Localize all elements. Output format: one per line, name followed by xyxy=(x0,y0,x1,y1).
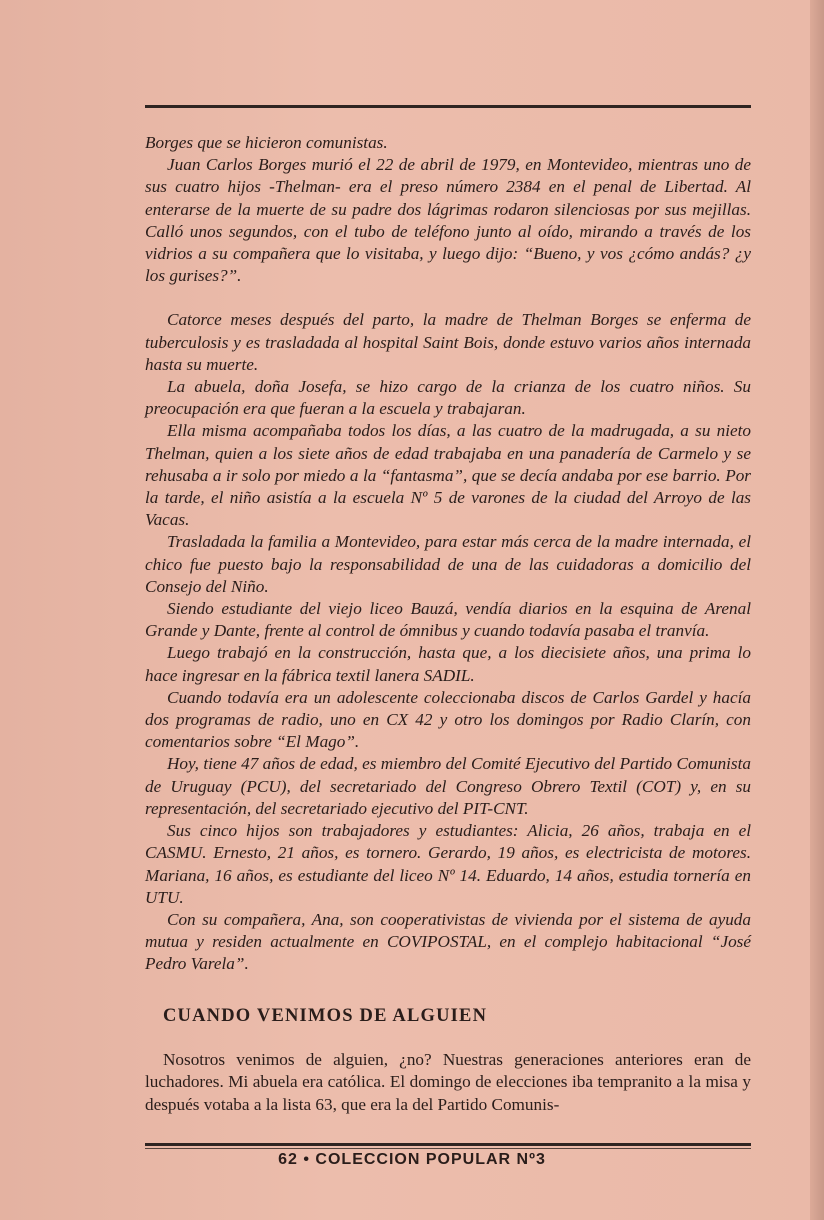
paragraph: La abuela, doña Josefa, se hizo cargo de la crianza de los cuatro niños. Su preocupación era que fueran a la escuela y trabajaran. xyxy=(145,377,751,419)
body-text xyxy=(145,132,751,976)
paragraph: Luego trabajó en la construcción, hasta que, a los diecisiete años, una prima lo hace ingresar en la fábrica textil lanera SADIL. xyxy=(145,643,751,685)
paragraph: Trasladada la familia a Montevideo, para estar más cerca de la madre internada, el chico fue puesto bajo la responsabilidad de una de las cuidadoras a domicilio del Consejo del Niño. xyxy=(145,532,751,596)
bottom-rule xyxy=(145,1143,751,1146)
paragraph: Borges que se hicieron comunistas. xyxy=(145,133,388,152)
page-footer: 62 • COLECCION POPULAR Nº3 xyxy=(278,1151,546,1168)
section-body xyxy=(145,1049,751,1116)
paragraph: Con su compañera, Ana, son cooperativistas de vivienda por el sistema de ayuda mutua y residen actualmente en COVIPOSTAL, en el complejo habitacional “José Pedro Varela”. xyxy=(145,909,751,974)
top-rule xyxy=(145,105,751,108)
page-edge xyxy=(810,0,824,1220)
paragraph: Cuando todavía era un adolescente coleccionaba discos de Carlos Gardel y hacía dos programas de radio, uno en CX 42 y otro los domingos por Radio Clarín, con comentarios sobre “El Mago”. xyxy=(145,687,751,752)
paragraph: Nosotros venimos de alguien, ¿no? Nuestras generaciones anteriores eran de luchadores. Mi abuela era católica. El domingo de elecciones iba tempranito a la misa y después votaba a la lista 63, que era la del Partido Comunis- xyxy=(145,1050,751,1114)
bottom-rule-thin xyxy=(145,1148,751,1149)
paragraph: Juan Carlos Borges murió el 22 de abril de 1979, en Montevideo, mientras uno de sus cuatro hijos -Thelman- era el preso número 2384 en el penal de Libertad. Al enterarse de la muerte de su padre dos lágrimas rodaron silenciosas por sus mejillas. Calló unos segundos, con el tubo de teléfono junto al oído, mirando a través de los vidrios a su compañera que lo visitaba, y luego dijo: “Bueno, y vos ¿cómo andás? ¿y los gurises?”. xyxy=(145,155,751,286)
section-heading: CUANDO VENIMOS DE ALGUIEN xyxy=(163,1006,488,1026)
paragraph: Siendo estudiante del viejo liceo Bauzá, vendía diarios en la esquina de Arenal Grande y Dante, frente al control de ómnibus y cuando todavía pasaba el tranvía. xyxy=(145,599,751,641)
paragraph: Sus cinco hijos son trabajadores y estudiantes: Alicia, 26 años, trabaja en el CASMU. Ernesto, 21 años, es tornero. Gerardo, 19 años, es electricista de motores. Mariana, 16 años, es estudiante del liceo Nº 14. Eduardo, 14 años, estudia tornería en UTU. xyxy=(145,821,751,907)
paragraph: Catorce meses después del parto, la madre de Thelman Borges se enferma de tuberculosis y es trasladada al hospital Saint Bois, donde estuvo varios años internada hasta su muerte. xyxy=(145,310,751,374)
paragraph: Hoy, tiene 47 años de edad, es miembro del Comité Ejecutivo del Partido Comunista de Uruguay (PCU), del secretariado del Congreso Obrero Textil (COT) y, en su representación, del secretariado ejecutivo del PIT-CNT. xyxy=(145,754,751,818)
paragraph: Ella misma acompañaba todos los días, a las cuatro de la madrugada, a su nieto Thelman, quien a los siete años de edad trabajaba en una panadería de Carmelo y se rehusaba a ir solo por miedo a la “fantasma”, que se decía andaba por ese barrio. Por la tarde, el niño asistía a la escuela Nº 5 de varones de la ciudad del Arroyo de las Vacas. xyxy=(145,421,751,530)
